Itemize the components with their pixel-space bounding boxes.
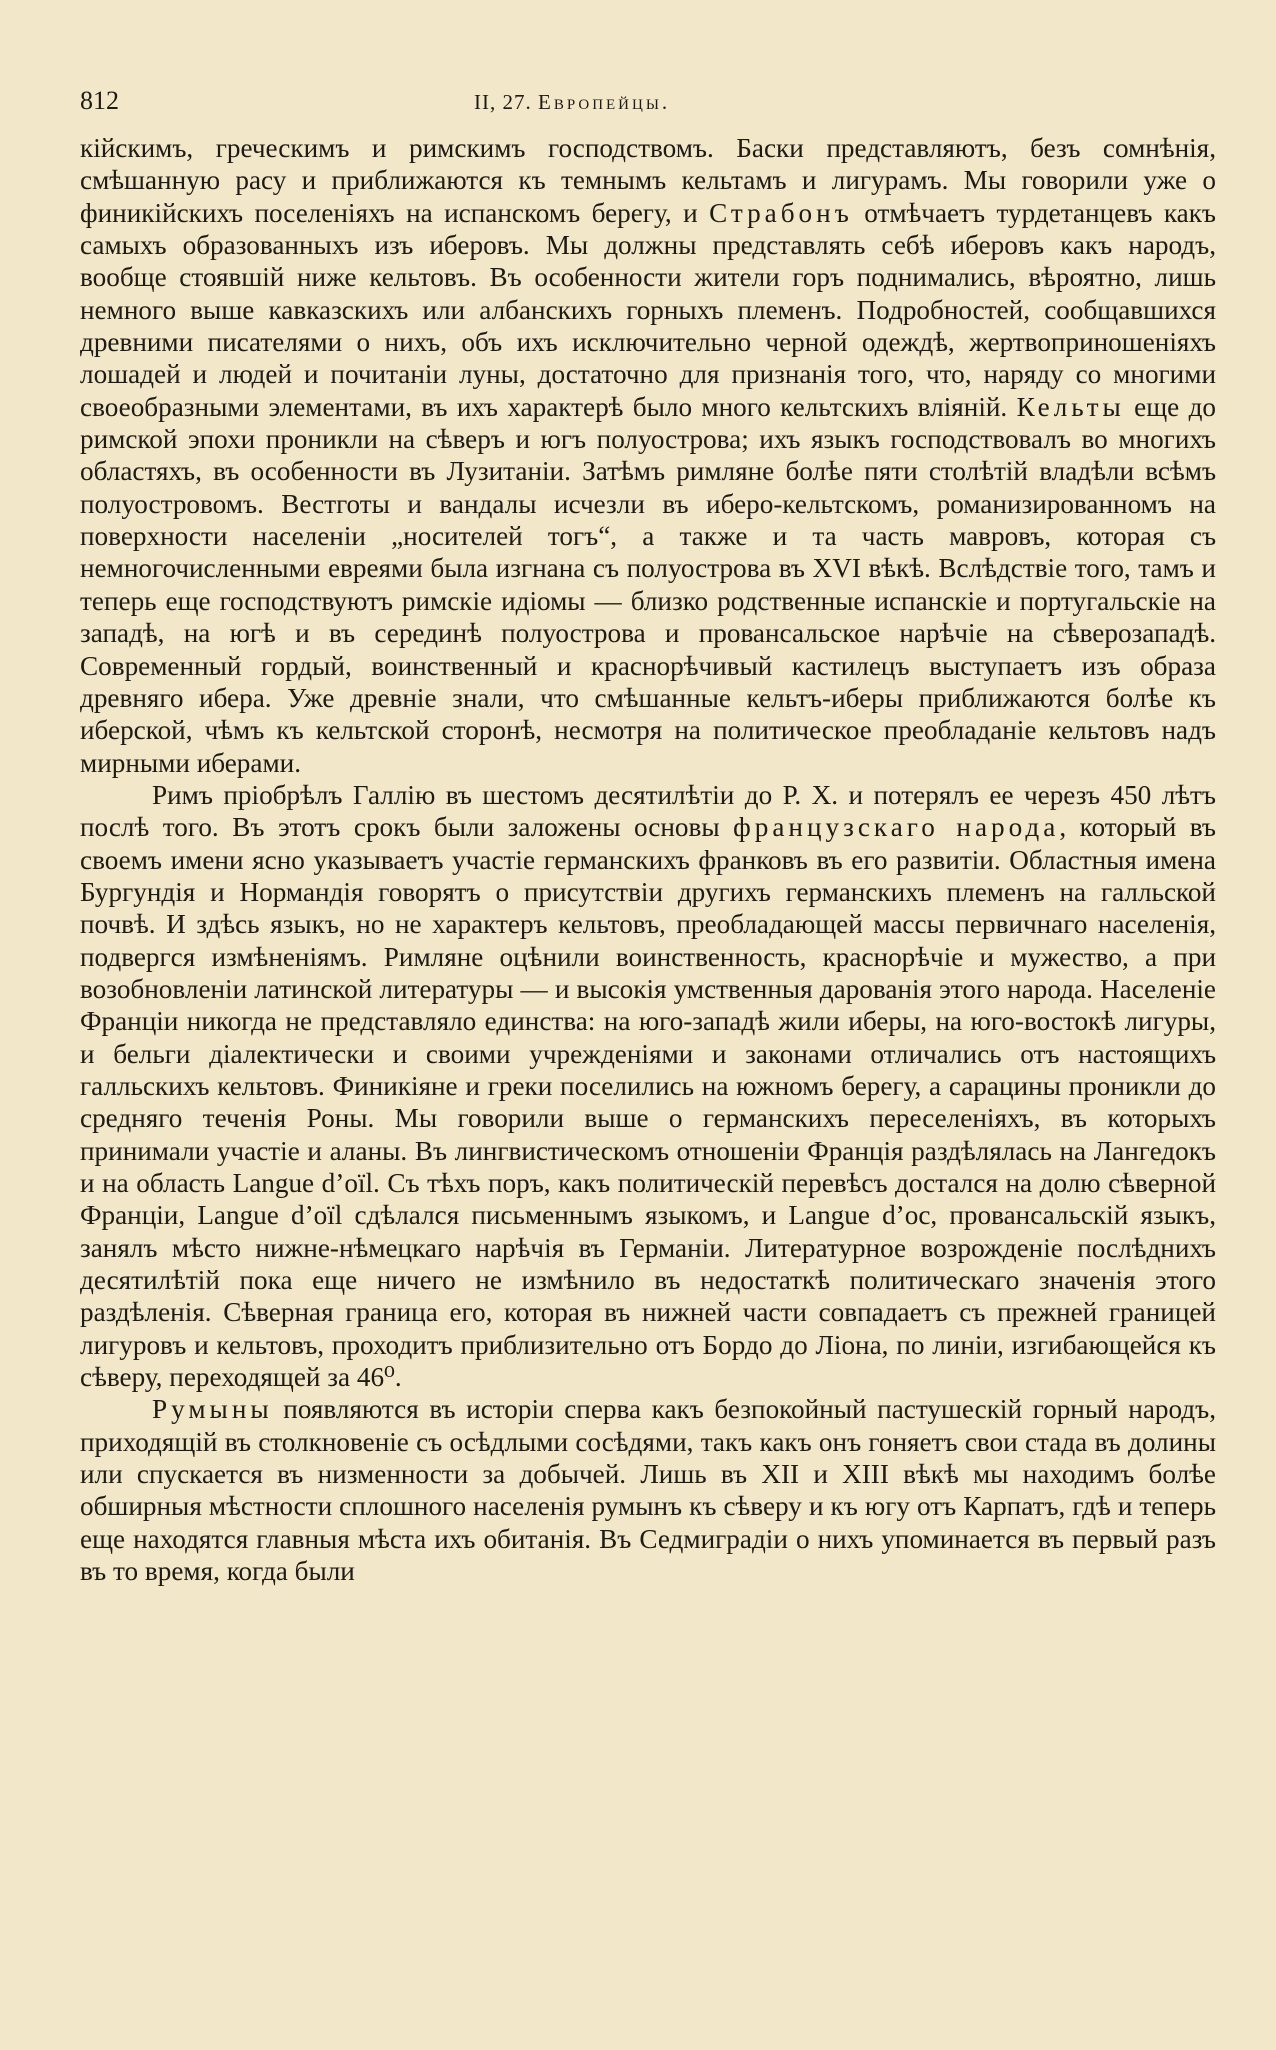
text-run: отмѣчаетъ турдетанцевъ какъ самыхъ образованныхъ изъ иберовъ. Мы должны представлять себѣ иберовъ какъ народъ, вообще стоявшій ниже кельтовъ. Въ особенности жители горъ поднимались, вѣроятно, лишь немного выше кавказскихъ или албанскихъ горныхъ племенъ. Подробностей, сообщавшихся древними писателями о нихъ, объ ихъ исключительно черной одеждѣ, жертвоприношеніяхъ лошадей и людей и почитаніи луны, достаточно для признанія того, что, наряду со многими своеобразными элементами, въ ихъ характерѣ было много кельтскихъ вліяній.: [80, 197, 1216, 422]
page-header: [80, 86, 1216, 124]
emphasized-term: французскаго народа: [733, 812, 1060, 843]
paragraph: [80, 1393, 1216, 1587]
text-run: , который въ своемъ имени ясно указываетъ участіе германскихъ франковъ въ его развитіи. Областныя имена Бургундія и Нормандія говорятъ о присутствіи другихъ германскихъ племенъ на галльской почвѣ. И здѣсь языкъ, но не характеръ кельтовъ, преобладающей массы первичнаго населенія, подвергся измѣненіямъ. Римляне оцѣнили воинственность, краснорѣчіе и мужество, а при возобновленіи латинской литературы — и высокія умственныя дарованія этого народа. Населеніе Франціи никогда не представляло единства: на юго-западѣ жили иберы, на юго-востокѣ лигуры, и бельги діалектически и своими учрежденіями и законами отличались отъ настоящихъ галльскихъ кельтовъ. Финикіяне и греки поселились на южномъ берегу, а сарацины проникли до средняго теченія Роны. Мы говорили выше о германскихъ переселеніяхъ, въ которыхъ принимали участіе и аланы. Въ лингвистическомъ отношеніи Франція раздѣлялась на Лангедокъ и на область Langue d’oïl. Съ тѣхъ поръ, какъ политическій перевѣсъ достался на долю сѣверной Франціи, Langue d’oïl сдѣлался письменнымъ языкомъ, и Langue d’oc, провансальскій языкъ, занялъ мѣсто нижне-нѣмецкаго нарѣчія въ Германіи. Литературное возрожденіе послѣднихъ десятилѣтій пока еще ничего не измѣнило въ недостаткѣ политическаго значенія этого раздѣленія. Сѣверная граница его, которая въ нижней части совпадаетъ съ прежней границей лигуровъ и кельтовъ, проходитъ приблизительно отъ Бордо до Ліона, по линіи, изгибающейся къ сѣверу, переходящей за 46⁰.: [80, 812, 1216, 1393]
running-head: [474, 90, 670, 115]
running-head-title: Европейцы.: [538, 90, 671, 114]
text-run: еще до римской эпохи проникли на сѣверъ и югъ полуострова; ихъ языкъ господствовалъ во многихъ областяхъ, въ особенности въ Лузитаніи. Затѣмъ римляне болѣе пяти столѣтій владѣли всѣмъ полуостровомъ. Вестготы и вандалы исчезли въ иберо-кельтскомъ, романизированномъ на поверхности населеніи „носителей тогъ“, а также и та часть мавровъ, которая съ немногочисленными евреями была изгнана съ полуострова въ XVI вѣкѣ. Вслѣдствіе того, тамъ и теперь еще господствуютъ римскіе идіомы — близко родственные испанскіе и португальскіе на западѣ, на югѣ и въ серединѣ полуострова и провансальское нарѣчіе на сѣверозападѣ. Современный гордый, воинственный и краснорѣчивый кастилецъ выступаетъ изъ образа древняго ибера. Уже древніе знали, что смѣшанные кельтъ-иберы приближаются болѣе къ иберской, чѣмъ къ кельтской сторонѣ, несмотря на политическое преобладаніе кельтовъ надъ мирными иберами.: [80, 391, 1216, 778]
emphasized-term: Страбонъ: [709, 197, 853, 228]
emphasized-term: Кельты: [1016, 391, 1125, 422]
page-number: 812: [80, 86, 119, 115]
emphasized-term: Румыны: [152, 1394, 273, 1425]
text-run: Римъ пріобрѣлъ Галлію въ шестомъ десятилѣтіи до Р. Х. и потерялъ ее черезъ 450 лѣтъ послѣ того. Въ этотъ срокъ были заложены основы: [80, 779, 1216, 843]
paragraph: [80, 779, 1216, 1394]
book-page: [80, 86, 1216, 1587]
section-number: II, 27.: [474, 90, 532, 114]
paragraph: [80, 132, 1216, 779]
text-run: появляются въ исторіи сперва какъ безпокойный пастушескій горный народъ, приходящій въ столкновеніе съ осѣдлыми сосѣдями, такъ какъ онъ гоняетъ свои стада въ долины или спускается въ низменности за добычей. Лишь въ XII и XIII вѣкѣ мы находимъ болѣе обширныя мѣстности сплошного населенія румынъ къ сѣверу и къ югу отъ Карпатъ, гдѣ и теперь еще находятся главныя мѣста ихъ обитанія. Въ Седмиградіи о нихъ упоминается въ первый разъ въ то время, когда были: [80, 1394, 1216, 1587]
text-run: кійскимъ, греческимъ и римскимъ господствомъ. Баски представляютъ, безъ сомнѣнія, смѣшанную расу и приближаются къ темнымъ кельтамъ и лигурамъ. Мы говорили уже о финикійскихъ поселеніяхъ на испанскомъ берегу, и: [80, 133, 1216, 228]
body-text: [80, 132, 1216, 1587]
